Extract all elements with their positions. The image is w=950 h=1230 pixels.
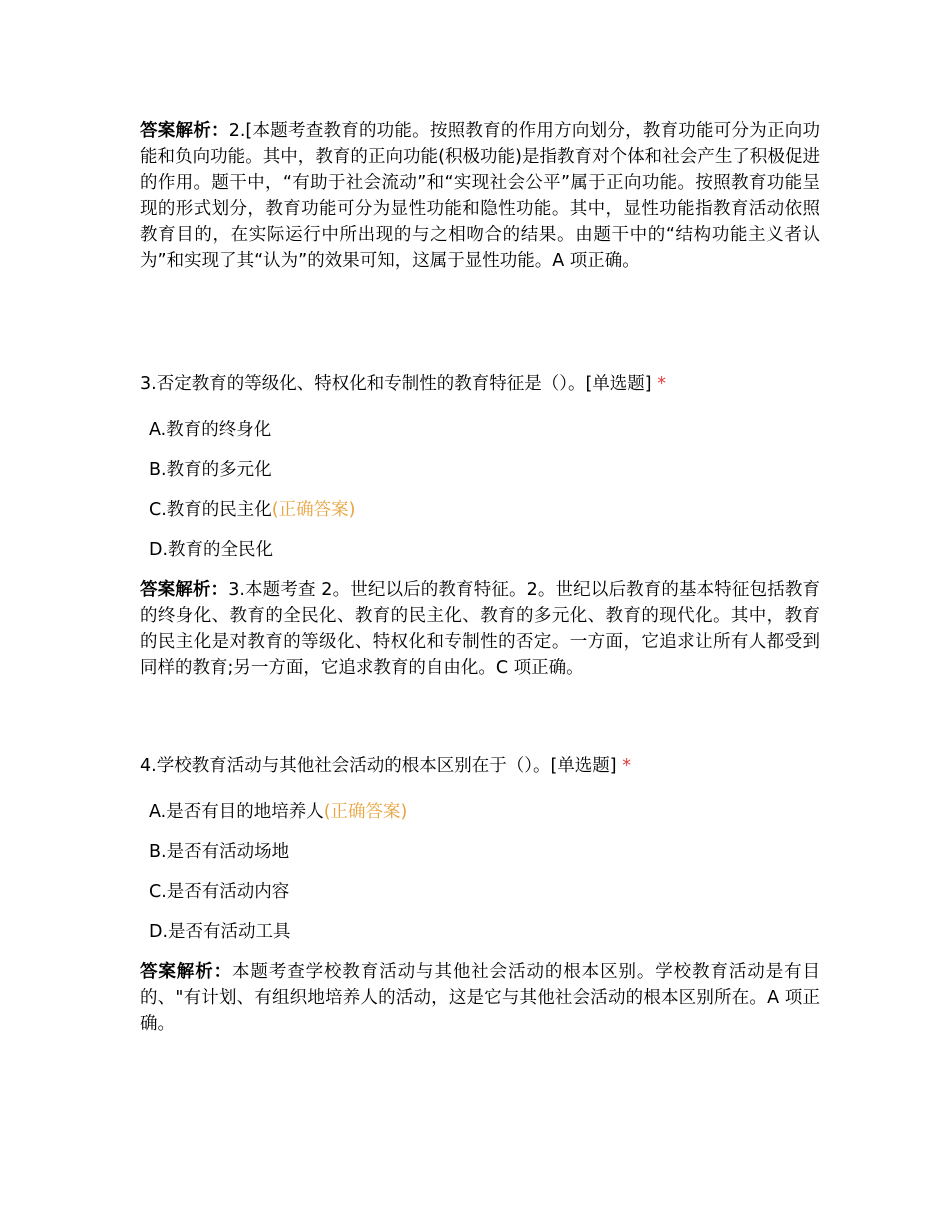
analysis-label: 答案解析： xyxy=(140,121,229,141)
q4-option-c[interactable] xyxy=(149,879,289,905)
analysis-text: 3.本题考查 2。世纪以后的教育特征。2。世纪以后教育的基本特征包括教育的终身化、教育的全民化、教育的民主化、教育的多元化、教育的现代化。其中，教育的民主化是对教育的等级化、特权化和专制性的否定。一方面，它追求让所有人都受到同样的教育;另一方面，它追求教育的自由化。C 项正确。 xyxy=(140,580,820,678)
q3-option-d[interactable] xyxy=(149,537,273,563)
option-text: A.是否有目的地培养人 xyxy=(149,802,324,822)
correct-answer-tag: (正确答案) xyxy=(323,802,408,822)
required-mark: * xyxy=(622,756,631,776)
option-text: D.是否有活动工具 xyxy=(149,922,291,942)
option-text: C.是否有活动内容 xyxy=(149,882,290,902)
q4-option-d[interactable] xyxy=(149,919,291,945)
q3-option-b[interactable] xyxy=(149,457,272,483)
q4-question xyxy=(140,753,820,779)
option-text: C.教育的民主化 xyxy=(149,500,272,520)
option-text: A.教育的终身化 xyxy=(149,420,272,440)
q3-option-a[interactable] xyxy=(149,417,271,443)
q4-option-b[interactable] xyxy=(149,839,289,865)
analysis-label: 答案解析： xyxy=(140,962,233,982)
q3-analysis xyxy=(140,577,820,681)
correct-answer-tag: (正确答案) xyxy=(271,500,356,520)
q4-analysis xyxy=(140,959,820,1037)
question-text: 3.否定教育的等级化、特权化和专制性的教育特征是（）。[单选题] xyxy=(140,374,652,394)
q4-option-a[interactable] xyxy=(149,799,407,825)
analysis-text: 本题考查学校教育活动与其他社会活动的根本区别。学校教育活动是有目的、"有计划、有组织地培养人的活动，这是它与其他社会活动的根本区别所在。A 项正确。 xyxy=(140,962,820,1034)
required-mark: * xyxy=(657,374,666,394)
analysis-text: 2.[本题考查教育的功能。按照教育的作用方向划分，教育功能可分为正向功能和负向功能。其中，教育的正向功能(积极功能)是指教育对个体和社会产生了积极促进的作用。题干中，“有助于社会流动”和“实现社会公平”属于正向功能。按照教育功能呈现的形式划分，教育功能可分为显性功能和隐性功能。其中，显性功能指教育活动依照教育目的，在实际运行中所出现的与之相吻合的结果。由题干中的“结构功能主义者认为”和实现了其“认为”的效果可知，这属于显性功能。A 项正确。 xyxy=(140,121,820,271)
analysis-label: 答案解析： xyxy=(140,580,229,600)
question-text: 4.学校教育活动与其他社会活动的根本区别在于（）。[单选题] xyxy=(140,756,617,776)
option-text: B.是否有活动场地 xyxy=(149,842,290,862)
q2-analysis xyxy=(140,118,820,274)
q3-question xyxy=(140,371,820,397)
option-text: D.教育的全民化 xyxy=(149,540,274,560)
q3-option-c[interactable] xyxy=(149,497,355,523)
option-text: B.教育的多元化 xyxy=(149,460,272,480)
